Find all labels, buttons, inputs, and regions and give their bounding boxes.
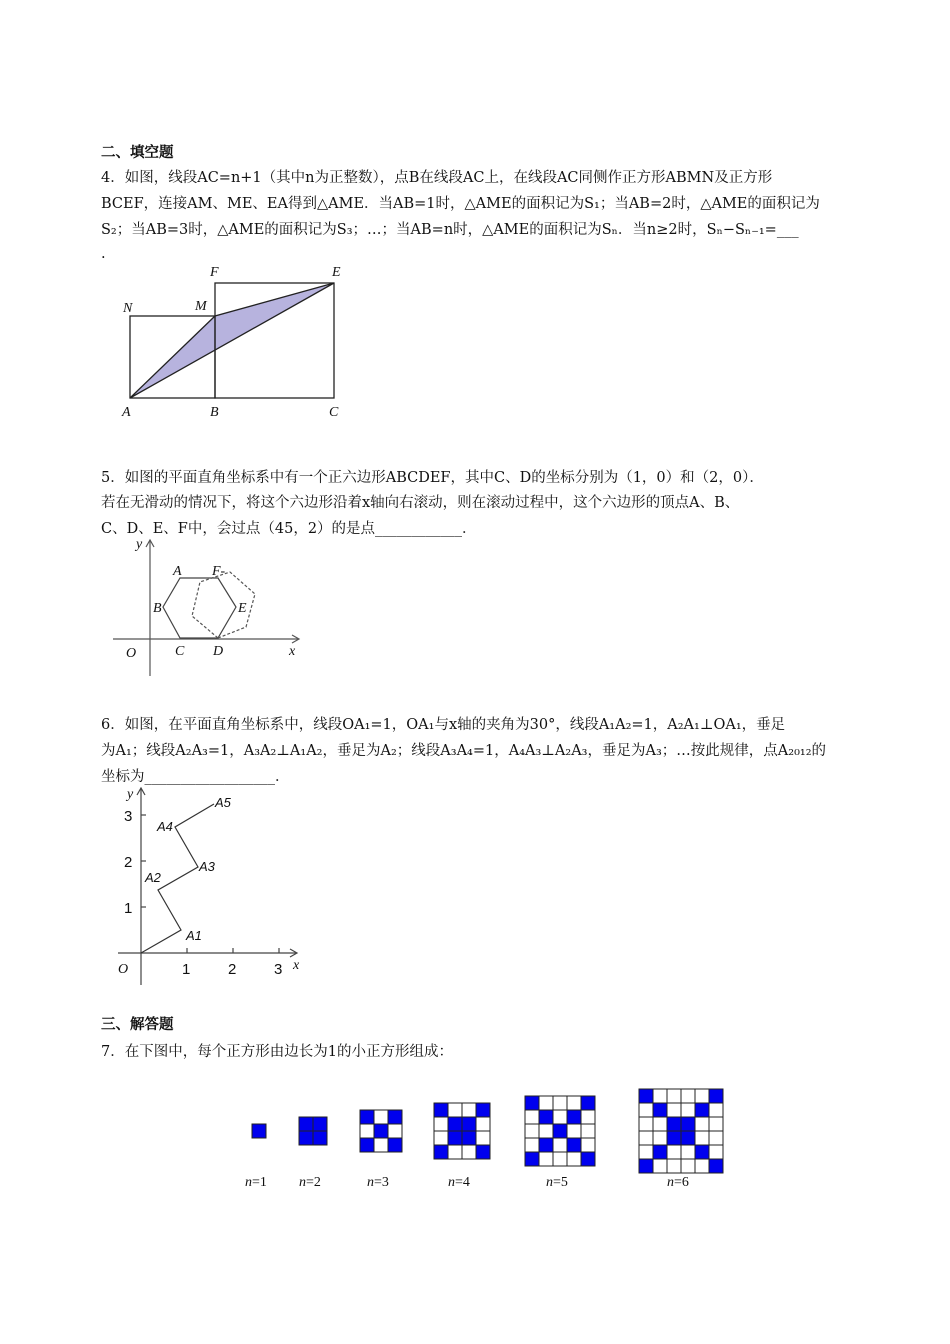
grid-n1 bbox=[252, 1124, 266, 1138]
blue-cell bbox=[374, 1124, 388, 1138]
blue-cell bbox=[476, 1103, 490, 1117]
white-cell bbox=[567, 1152, 581, 1166]
q4-line: . bbox=[101, 246, 106, 262]
y-tick: 2 bbox=[124, 854, 133, 871]
q5-figure bbox=[113, 540, 299, 676]
white-cell bbox=[681, 1159, 695, 1173]
white-cell bbox=[695, 1089, 709, 1103]
blue-cell bbox=[709, 1089, 723, 1103]
q5-line: C、D、E、F中，会过点（45，2）的是点____________． bbox=[101, 521, 477, 537]
axis-y-label: y bbox=[127, 787, 134, 802]
axis-x-label: x bbox=[293, 958, 300, 973]
n-symbol: n bbox=[546, 1175, 553, 1190]
white-cell bbox=[639, 1131, 653, 1145]
white-cell bbox=[681, 1103, 695, 1117]
white-cell bbox=[653, 1159, 667, 1173]
grid-n2 bbox=[299, 1117, 327, 1145]
grid-n4 bbox=[434, 1103, 490, 1159]
triangle-ame bbox=[130, 283, 334, 398]
x-tick: 1 bbox=[182, 961, 191, 978]
blue-cell bbox=[639, 1089, 653, 1103]
n-symbol: n bbox=[367, 1175, 374, 1190]
blue-cell bbox=[252, 1124, 266, 1138]
q6-line: 坐标为__________________． bbox=[101, 769, 290, 785]
blue-cell bbox=[681, 1117, 695, 1131]
white-cell bbox=[695, 1131, 709, 1145]
white-cell bbox=[653, 1117, 667, 1131]
white-cell bbox=[462, 1145, 476, 1159]
white-cell bbox=[581, 1138, 595, 1152]
white-cell bbox=[525, 1110, 539, 1124]
blue-cell bbox=[313, 1131, 327, 1145]
q4-line: 4．如图，线段AC=n+1（其中n为正整数），点B在线段AC上，在线段AC同侧作正方形ABMN及正方形 bbox=[101, 170, 773, 186]
white-cell bbox=[553, 1096, 567, 1110]
origin-label: O bbox=[118, 962, 129, 977]
section-heading-answer: 三、解答题 bbox=[101, 1017, 174, 1033]
q5-line: 若在无滑动的情况下，将这个六边形沿着x轴向右滚动，则在滚动过程中，这个六边形的顶点A、B、 bbox=[101, 495, 740, 511]
q5-line: 5．如图的平面直角坐标系中有一个正六边形ABCDEF，其中C、D的坐标分别为（1，0）和（2，0）． bbox=[101, 470, 764, 486]
origin-label: O bbox=[126, 646, 137, 661]
blue-cell bbox=[539, 1138, 553, 1152]
blue-cell bbox=[434, 1103, 448, 1117]
label-b: B bbox=[153, 601, 162, 616]
white-cell bbox=[434, 1131, 448, 1145]
white-cell bbox=[709, 1131, 723, 1145]
blue-cell bbox=[299, 1117, 313, 1131]
white-cell bbox=[539, 1096, 553, 1110]
white-cell bbox=[553, 1138, 567, 1152]
hexagon-abcdef bbox=[163, 578, 236, 638]
white-cell bbox=[553, 1152, 567, 1166]
blue-cell bbox=[388, 1110, 402, 1124]
blue-cell bbox=[709, 1159, 723, 1173]
label-c: C bbox=[175, 644, 185, 659]
q6-figure bbox=[118, 788, 297, 985]
grid-label-value: =2 bbox=[306, 1175, 321, 1190]
q4-figure bbox=[130, 283, 334, 398]
white-cell bbox=[539, 1152, 553, 1166]
label-a: A bbox=[173, 564, 182, 579]
q4-line: BCEF，连接AM、ME、EA得到△AME．当AB=1时，△AME的面积记为S₁；当AB=2时，△AME的面积记为 bbox=[101, 196, 820, 212]
label-a5: A5 bbox=[215, 795, 231, 810]
grid-n3 bbox=[360, 1110, 402, 1152]
grid-label-value: =3 bbox=[374, 1175, 389, 1190]
white-cell bbox=[476, 1131, 490, 1145]
grid-label bbox=[245, 1175, 267, 1191]
white-cell bbox=[567, 1124, 581, 1138]
grid-n5 bbox=[525, 1096, 595, 1166]
label-a4: A4 bbox=[157, 819, 173, 834]
white-cell bbox=[667, 1159, 681, 1173]
n-symbol: n bbox=[448, 1175, 455, 1190]
x-tick: 3 bbox=[274, 961, 283, 978]
white-cell bbox=[448, 1103, 462, 1117]
white-cell bbox=[476, 1117, 490, 1131]
white-cell bbox=[709, 1145, 723, 1159]
blue-cell bbox=[462, 1131, 476, 1145]
label-a: A bbox=[122, 405, 131, 420]
white-cell bbox=[667, 1145, 681, 1159]
white-cell bbox=[639, 1117, 653, 1131]
axis-x-label: x bbox=[289, 644, 296, 659]
axis-y-label: y bbox=[136, 537, 143, 552]
white-cell bbox=[553, 1110, 567, 1124]
white-cell bbox=[639, 1145, 653, 1159]
white-cell bbox=[639, 1103, 653, 1117]
label-m: M bbox=[195, 299, 207, 314]
blue-cell bbox=[388, 1138, 402, 1152]
n-symbol: n bbox=[299, 1175, 306, 1190]
n-symbol: n bbox=[667, 1175, 674, 1190]
blue-cell bbox=[581, 1096, 595, 1110]
label-e: E bbox=[238, 601, 247, 616]
white-cell bbox=[539, 1124, 553, 1138]
x-tick: 2 bbox=[228, 961, 237, 978]
label-b: B bbox=[210, 405, 219, 420]
section-heading-fill-blank: 二、填空题 bbox=[101, 145, 174, 161]
label-c: C bbox=[329, 405, 339, 420]
label-f: F bbox=[210, 265, 219, 280]
grid-label bbox=[546, 1175, 568, 1191]
grid-label-value: =4 bbox=[455, 1175, 470, 1190]
grid-label-value: =1 bbox=[252, 1175, 267, 1190]
blue-cell bbox=[653, 1145, 667, 1159]
blue-cell bbox=[313, 1117, 327, 1131]
white-cell bbox=[581, 1124, 595, 1138]
label-a3: A3 bbox=[199, 859, 215, 874]
blue-cell bbox=[695, 1145, 709, 1159]
label-d: D bbox=[213, 644, 224, 659]
blue-cell bbox=[581, 1152, 595, 1166]
white-cell bbox=[667, 1089, 681, 1103]
grid-label bbox=[448, 1175, 470, 1191]
white-cell bbox=[374, 1110, 388, 1124]
label-a1: A1 bbox=[186, 928, 202, 943]
blue-cell bbox=[360, 1110, 374, 1124]
label-f: F- bbox=[212, 564, 226, 579]
q7-grid-figures bbox=[252, 1089, 723, 1173]
blue-cell bbox=[525, 1096, 539, 1110]
white-cell bbox=[434, 1117, 448, 1131]
white-cell bbox=[695, 1159, 709, 1173]
grid-label-value: =5 bbox=[553, 1175, 568, 1190]
blue-cell bbox=[667, 1117, 681, 1131]
blue-cell bbox=[462, 1117, 476, 1131]
white-cell bbox=[360, 1124, 374, 1138]
blue-cell bbox=[476, 1145, 490, 1159]
blue-cell bbox=[567, 1138, 581, 1152]
y-tick: 1 bbox=[124, 900, 133, 917]
blue-cell bbox=[653, 1103, 667, 1117]
q6-line: 为A₁；线段A₂A₃=1，A₃A₂⊥A₁A₂，垂足为A₂；线段A₃A₄=1，A₄A₃⊥A₂A₃，垂足为A₃；…按此规律，点A₂₀₁₂的 bbox=[101, 743, 827, 759]
grid-n6 bbox=[639, 1089, 723, 1173]
grid-label-value: =6 bbox=[674, 1175, 689, 1190]
blue-cell bbox=[639, 1159, 653, 1173]
blue-cell bbox=[695, 1103, 709, 1117]
blue-cell bbox=[360, 1138, 374, 1152]
blue-cell bbox=[667, 1131, 681, 1145]
blue-cell bbox=[525, 1152, 539, 1166]
white-cell bbox=[525, 1138, 539, 1152]
blue-cell bbox=[299, 1131, 313, 1145]
q4-line: S₂；当AB=3时，△AME的面积记为S₃；…；当AB=n时，△AME的面积记为Sₙ．当n≥2时，Sₙ−Sₙ₋₁=___ bbox=[101, 222, 799, 238]
blue-cell bbox=[567, 1110, 581, 1124]
white-cell bbox=[388, 1124, 402, 1138]
n-symbol: n bbox=[245, 1175, 252, 1190]
white-cell bbox=[462, 1103, 476, 1117]
white-cell bbox=[653, 1131, 667, 1145]
white-cell bbox=[709, 1117, 723, 1131]
grid-label bbox=[367, 1175, 389, 1191]
grid-label bbox=[667, 1175, 689, 1191]
white-cell bbox=[525, 1124, 539, 1138]
y-tick: 3 bbox=[124, 808, 133, 825]
label-e: E bbox=[332, 265, 341, 280]
blue-cell bbox=[434, 1145, 448, 1159]
blue-cell bbox=[448, 1117, 462, 1131]
white-cell bbox=[374, 1138, 388, 1152]
white-cell bbox=[681, 1145, 695, 1159]
blue-cell bbox=[448, 1131, 462, 1145]
blue-cell bbox=[539, 1110, 553, 1124]
white-cell bbox=[567, 1096, 581, 1110]
grid-label bbox=[299, 1175, 321, 1191]
white-cell bbox=[709, 1103, 723, 1117]
q6-line: 6．如图，在平面直角坐标系中，线段OA₁=1，OA₁与x轴的夹角为30°，线段A₁A₂=1，A₂A₁⊥OA₁，垂足 bbox=[101, 717, 786, 733]
label-n: N bbox=[123, 301, 133, 316]
white-cell bbox=[681, 1089, 695, 1103]
white-cell bbox=[581, 1110, 595, 1124]
blue-cell bbox=[681, 1131, 695, 1145]
label-a2: A2 bbox=[145, 870, 161, 885]
q7-text: 7．在下图中，每个正方形由边长为1的小正方形组成： bbox=[101, 1044, 453, 1060]
white-cell bbox=[653, 1089, 667, 1103]
blue-cell bbox=[553, 1124, 567, 1138]
white-cell bbox=[448, 1145, 462, 1159]
white-cell bbox=[695, 1117, 709, 1131]
white-cell bbox=[667, 1103, 681, 1117]
